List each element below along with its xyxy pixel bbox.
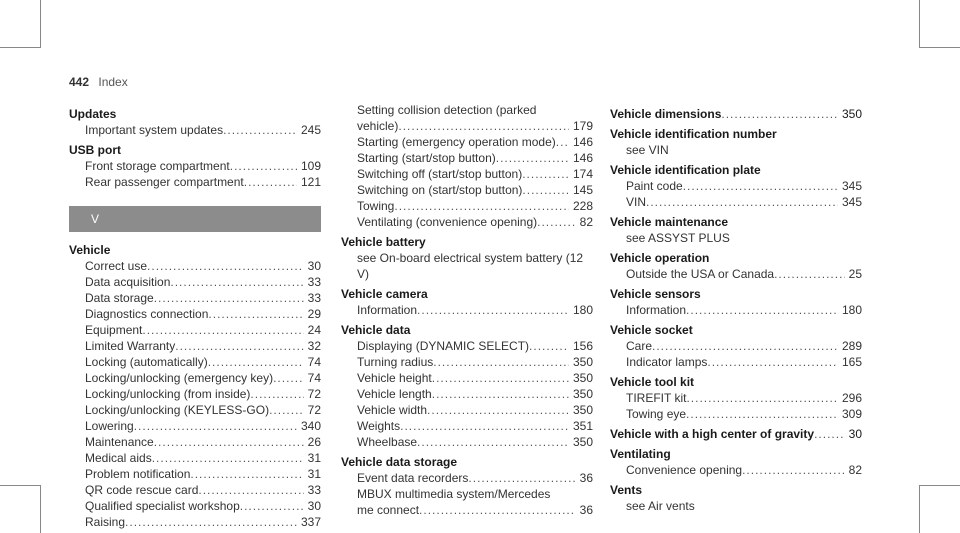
page-ref: 36: [579, 471, 593, 485]
index-heading-link[interactable]: [610, 106, 862, 122]
entry-text: Setting collision detection (parked: [357, 103, 537, 117]
entry-text: Information: [357, 303, 418, 317]
index-entry[interactable]: [610, 194, 862, 210]
leader-dots: [432, 370, 569, 386]
page-ref: 350: [572, 403, 593, 417]
cross-reference: see On-board electrical system battery (12 V): [357, 251, 584, 281]
index-heading: Vehicle with a high center of gravity: [610, 427, 815, 441]
page-ref: 345: [841, 179, 862, 193]
index-entry[interactable]: [610, 266, 862, 282]
entry-text: Vehicle width: [357, 403, 428, 417]
crop-mark: [920, 485, 960, 486]
index-entry[interactable]: [610, 462, 862, 478]
index-heading: Vehicle data storage: [341, 455, 458, 469]
leader-dots: [142, 322, 303, 338]
index-entry[interactable]: [69, 418, 321, 434]
index-heading: Updates: [69, 107, 117, 121]
page-ref: 33: [307, 291, 321, 305]
page-ref: 72: [307, 387, 321, 401]
cross-reference: see ASSYST PLUS: [626, 231, 730, 245]
index-entry[interactable]: [69, 434, 321, 450]
index-entry[interactable]: [69, 370, 321, 386]
crop-mark: [0, 485, 40, 486]
leader-dots: [147, 258, 304, 274]
page-ref: 32: [307, 339, 321, 353]
entry-text: Weights: [357, 419, 401, 433]
leader-dots: [419, 502, 576, 518]
index-heading: Vehicle battery: [341, 235, 426, 249]
leader-dots: [198, 482, 303, 498]
entry-text: Event data recorders: [357, 471, 469, 485]
index-entry[interactable]: [69, 158, 321, 174]
index-heading: Vehicle sensors: [610, 287, 701, 301]
entry-text: Limited Warranty: [85, 339, 176, 353]
entry-text: Vehicle height: [357, 371, 432, 385]
index-heading: Vehicle dimensions: [610, 107, 722, 121]
page-ref: 180: [572, 303, 593, 317]
crop-mark: [40, 485, 41, 533]
entry-text: QR code rescue card: [85, 483, 199, 497]
index-entry[interactable]: [341, 386, 593, 402]
index-entry[interactable]: [69, 174, 321, 190]
leader-dots: [269, 402, 304, 418]
index-heading: Vehicle socket: [610, 323, 693, 337]
entry-text: Starting (emergency operation mode): [357, 135, 556, 149]
index-entry[interactable]: [69, 482, 321, 498]
leader-dots: [398, 118, 569, 134]
cross-reference: MBUX multimedia system/Mercedes: [357, 487, 551, 501]
leader-dots: [417, 434, 569, 450]
index-entry[interactable]: [69, 322, 321, 338]
entry-text: Information: [626, 303, 687, 317]
entry-text: Locking/unlocking (KEYLESS-GO): [85, 403, 270, 417]
crop-mark: [920, 47, 960, 48]
leader-dots: [244, 174, 297, 190]
index-entry[interactable]: [341, 370, 593, 386]
index-heading: Vehicle identification number: [610, 127, 777, 141]
entry-text: VIN: [626, 195, 647, 209]
index-column-2: [341, 102, 593, 518]
index-entry[interactable]: [341, 166, 593, 182]
index-heading: Vents: [610, 483, 643, 497]
index-entry[interactable]: [69, 514, 321, 530]
entry-text: Medical aids: [85, 451, 152, 465]
leader-dots: [468, 470, 575, 486]
leader-dots: [814, 426, 845, 442]
leader-dots: [774, 266, 845, 282]
entry-text: Locking/unlocking (from inside): [85, 387, 251, 401]
leader-dots: [154, 434, 304, 450]
page-ref: 121: [300, 175, 321, 189]
index-entry[interactable]: [341, 198, 593, 214]
leader-dots: [683, 178, 838, 194]
entry-text: Indicator lamps: [626, 355, 708, 369]
page-ref: 109: [300, 159, 321, 173]
leader-dots: [175, 338, 303, 354]
page-ref: 309: [841, 407, 862, 421]
index-heading: Vehicle maintenance: [610, 215, 729, 229]
page-ref: 145: [572, 183, 593, 197]
leader-dots: [273, 370, 304, 386]
index-entry[interactable]: [610, 354, 862, 370]
index-heading: Vehicle: [69, 243, 111, 257]
page-ref: 25: [848, 267, 862, 281]
index-entry[interactable]: [341, 502, 593, 518]
leader-dots: [417, 302, 569, 318]
page-ref: 74: [307, 371, 321, 385]
entry-text: Correct use: [85, 259, 148, 273]
leader-dots: [240, 498, 304, 514]
leader-dots: [646, 194, 838, 210]
page-ref: 337: [300, 515, 321, 529]
index-entry[interactable]: [69, 258, 321, 274]
entry-text: Important system updates: [85, 123, 224, 137]
leader-dots: [154, 290, 304, 306]
letter-section-bar: V: [69, 206, 321, 232]
cross-reference: see VIN: [626, 143, 669, 157]
page-ref: 31: [307, 467, 321, 481]
leader-dots: [522, 182, 569, 198]
entry-text: Turning radius: [357, 355, 434, 369]
leader-dots: [537, 214, 576, 230]
index-column-1: [69, 102, 321, 530]
leader-dots: [208, 354, 304, 370]
leader-dots: [496, 150, 569, 166]
leader-dots: [400, 418, 569, 434]
index-entry[interactable]: [69, 290, 321, 306]
leader-dots: [742, 462, 845, 478]
index-entry[interactable]: [341, 418, 593, 434]
entry-text: Equipment: [85, 323, 143, 337]
page-ref: 30: [307, 259, 321, 273]
index-entry[interactable]: [341, 470, 593, 486]
page-ref: 340: [300, 419, 321, 433]
entry-text: Qualified specialist workshop: [85, 499, 240, 513]
index-entry[interactable]: [610, 338, 862, 354]
leader-dots: [686, 406, 838, 422]
entry-text: Wheelbase: [357, 435, 418, 449]
index-entry[interactable]: [69, 466, 321, 482]
page-ref: 33: [307, 275, 321, 289]
page-ref: 26: [307, 435, 321, 449]
index-entry[interactable]: [341, 302, 593, 318]
page-ref: 350: [572, 435, 593, 449]
index-entry[interactable]: [341, 338, 593, 354]
page-ref: 74: [307, 355, 321, 369]
index-heading: USB port: [69, 143, 121, 157]
index-entry[interactable]: [341, 150, 593, 166]
leader-dots: [190, 466, 303, 482]
page-ref: 289: [841, 339, 862, 353]
entry-text: Switching on (start/stop button): [357, 183, 523, 197]
index-heading-link[interactable]: [610, 426, 862, 442]
index-entry[interactable]: [341, 214, 593, 230]
page-ref: 228: [572, 199, 593, 213]
index-entry[interactable]: [610, 178, 862, 194]
entry-text: Vehicle length: [357, 387, 432, 401]
leader-dots: [134, 418, 297, 434]
leader-dots: [250, 386, 303, 402]
leader-dots: [522, 166, 569, 182]
page-ref: 82: [579, 215, 593, 229]
index-heading: Ventilating: [610, 447, 671, 461]
page-ref: 345: [841, 195, 862, 209]
leader-dots: [652, 338, 838, 354]
leader-dots: [686, 302, 838, 318]
entry-text: Convenience opening: [626, 463, 743, 477]
leader-dots: [152, 450, 304, 466]
index-entry[interactable]: [341, 434, 593, 450]
entry-text: Starting (start/stop button): [357, 151, 496, 165]
leader-dots: [707, 354, 838, 370]
page-ref: 174: [572, 167, 593, 181]
leader-dots: [208, 306, 303, 322]
index-entry[interactable]: [69, 450, 321, 466]
page-ref: 146: [572, 151, 593, 165]
entry-text: Lowering: [85, 419, 134, 433]
index-entry[interactable]: [69, 354, 321, 370]
leader-dots: [170, 274, 303, 290]
page-ref: 351: [572, 419, 593, 433]
entry-text: Paint code: [626, 179, 683, 193]
index-column-3: [610, 102, 862, 514]
index-entry[interactable]: [341, 118, 593, 134]
page-ref: 180: [841, 303, 862, 317]
page-ref: 30: [848, 427, 862, 441]
index-entry[interactable]: [69, 306, 321, 322]
page-ref: 29: [307, 307, 321, 321]
index-heading: Vehicle data: [341, 323, 411, 337]
page-ref: 165: [841, 355, 862, 369]
index-entry[interactable]: [341, 182, 593, 198]
page-ref: 245: [300, 123, 321, 137]
entry-text: Towing: [357, 199, 395, 213]
index-entry[interactable]: [341, 134, 593, 150]
index-entry[interactable]: [610, 390, 862, 406]
leader-dots: [394, 198, 569, 214]
index-heading: Vehicle tool kit: [610, 375, 695, 389]
page-number: 442: [69, 75, 90, 89]
entry-text: vehicle): [357, 119, 399, 133]
page-ref: 31: [307, 451, 321, 465]
index-entry[interactable]: [341, 354, 593, 370]
page-ref: 36: [579, 503, 593, 517]
page-ref: 33: [307, 483, 321, 497]
crop-mark: [919, 0, 920, 48]
page-ref: 350: [572, 355, 593, 369]
leader-dots: [432, 386, 569, 402]
page-ref: 30: [307, 499, 321, 513]
index-heading: Vehicle identification plate: [610, 163, 761, 177]
index-entry[interactable]: [69, 274, 321, 290]
index-entry[interactable]: [341, 402, 593, 418]
index-heading: Vehicle camera: [341, 287, 428, 301]
leader-dots: [721, 106, 838, 122]
entry-text: Raising: [85, 515, 126, 529]
page-ref: 296: [841, 391, 862, 405]
entry-text: Locking (automatically): [85, 355, 208, 369]
page-ref: 350: [841, 107, 862, 121]
page-ref: 82: [848, 463, 862, 477]
entry-text: Care: [626, 339, 653, 353]
entry-text: TIREFIT kit: [626, 391, 687, 405]
entry-text: Front storage compartment: [85, 159, 230, 173]
page-ref: 350: [572, 371, 593, 385]
page-ref: 72: [307, 403, 321, 417]
leader-dots: [556, 134, 569, 150]
entry-text: Switching off (start/stop button): [357, 167, 523, 181]
leader-dots: [529, 338, 569, 354]
crop-mark: [40, 0, 41, 48]
leader-dots: [433, 354, 569, 370]
entry-text: Data storage: [85, 291, 154, 305]
page-ref: 156: [572, 339, 593, 353]
entry-text: Ventilating (convenience opening): [357, 215, 538, 229]
crop-mark: [919, 485, 920, 533]
index-entry[interactable]: [69, 402, 321, 418]
entry-text: Maintenance: [85, 435, 154, 449]
entry-text: Data acquisition: [85, 275, 171, 289]
entry-text: Problem notification: [85, 467, 191, 481]
page-ref: 146: [572, 135, 593, 149]
index-entry[interactable]: [610, 406, 862, 422]
entry-text: Rear passenger compartment: [85, 175, 244, 189]
entry-text: Diagnostics connection: [85, 307, 209, 321]
entry-text: Outside the USA or Canada: [626, 267, 775, 281]
cross-reference: see Air vents: [626, 499, 695, 513]
index-entry[interactable]: [69, 498, 321, 514]
entry-text: Towing eye: [626, 407, 687, 421]
index-entry[interactable]: [69, 122, 321, 138]
page-ref: 24: [307, 323, 321, 337]
section-label: Index: [98, 75, 128, 89]
index-entry[interactable]: [610, 302, 862, 318]
leader-dots: [223, 122, 297, 138]
entry-text: Displaying (DYNAMIC SELECT): [357, 339, 530, 353]
leader-dots: [427, 402, 569, 418]
leader-dots: [686, 390, 838, 406]
index-heading: Vehicle operation: [610, 251, 710, 265]
index-entry[interactable]: [69, 338, 321, 354]
page-ref: 179: [572, 119, 593, 133]
index-entry[interactable]: [69, 386, 321, 402]
leader-dots: [230, 158, 297, 174]
entry-text: Locking/unlocking (emergency key): [85, 371, 274, 385]
leader-dots: [125, 514, 297, 530]
page-header: [69, 75, 128, 89]
crop-mark: [0, 47, 40, 48]
page-ref: 350: [572, 387, 593, 401]
entry-text: me connect: [357, 503, 420, 517]
